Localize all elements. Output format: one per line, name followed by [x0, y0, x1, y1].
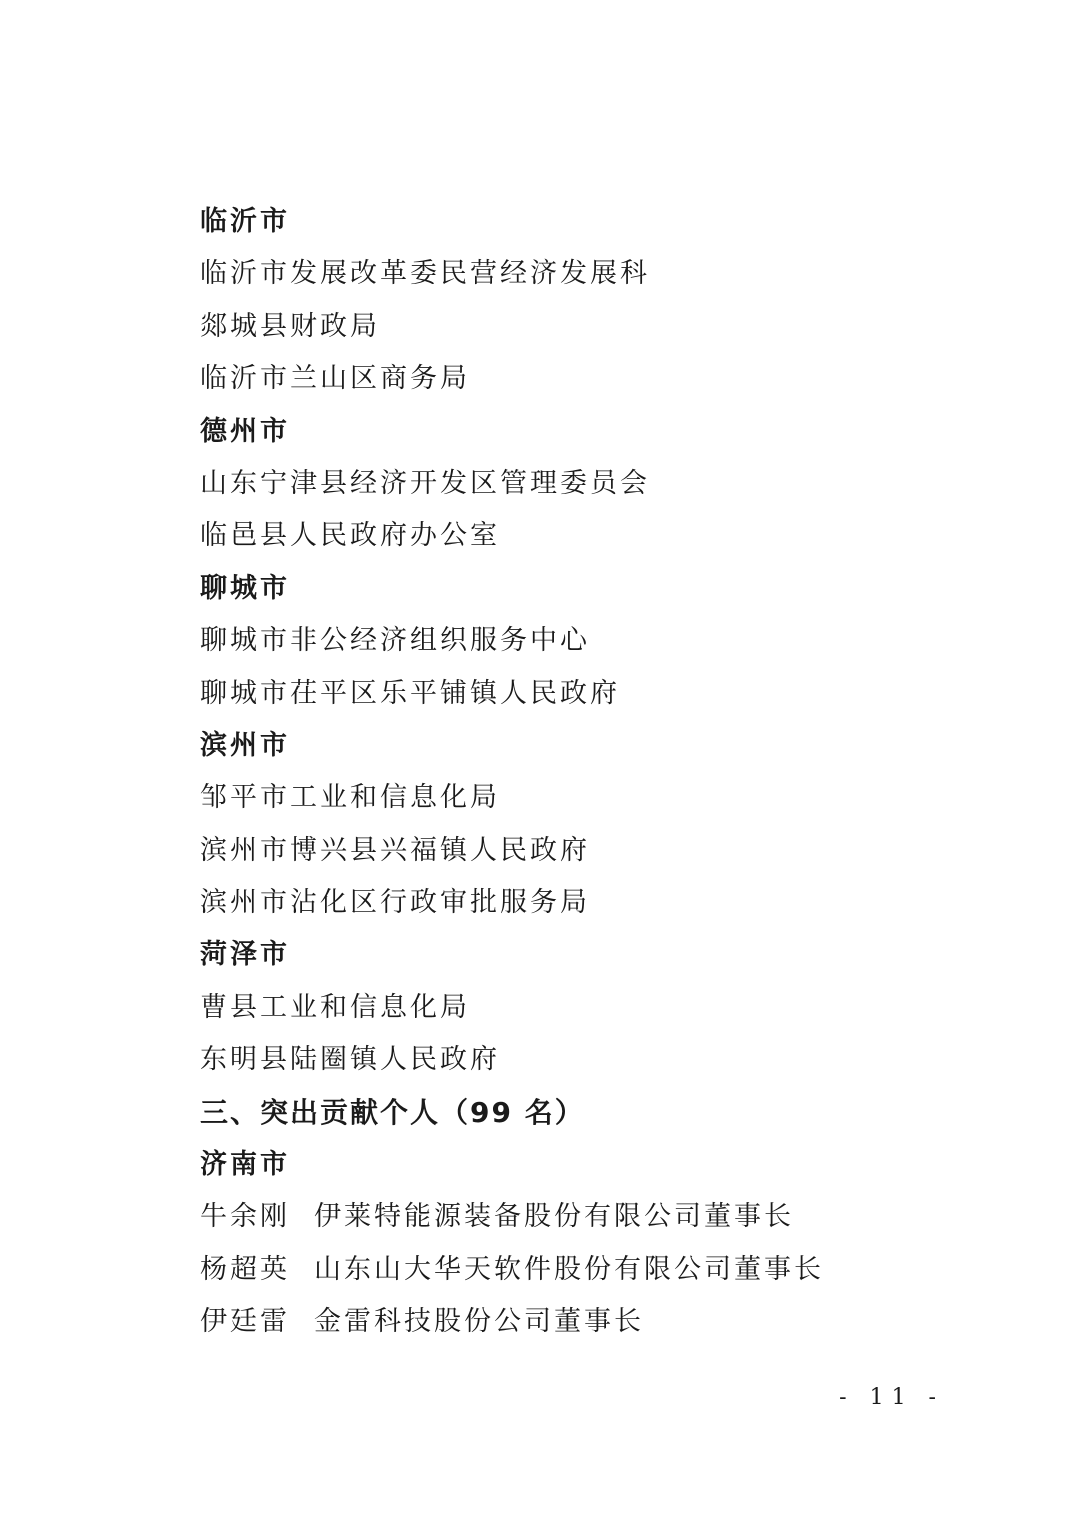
- section-heading: 三、突出贡献个人（99 名）: [200, 1095, 585, 1129]
- organization-entry: 曹县工业和信息化局: [200, 991, 470, 1023]
- person-title: 山东山大华天软件股份有限公司董事长: [314, 1253, 824, 1285]
- city-heading: 德州市: [200, 415, 290, 447]
- person-name: 杨超英: [200, 1253, 290, 1285]
- person-title: 伊莱特能源装备股份有限公司董事长: [314, 1201, 794, 1233]
- organization-entry: 滨州市博兴县兴福镇人民政府: [200, 834, 590, 866]
- organization-entry: 郯城县财政局: [200, 310, 380, 342]
- person-title: 金雷科技股份公司董事长: [314, 1306, 644, 1338]
- city-heading: 济南市: [200, 1149, 290, 1181]
- document-body: [200, 196, 960, 1349]
- organization-entry: 滨州市沾化区行政审批服务局: [200, 887, 590, 919]
- organization-entry: 东明县陆圈镇人民政府: [200, 1044, 500, 1076]
- person-entry: [200, 1191, 960, 1243]
- city-heading: 滨州市: [200, 729, 290, 761]
- city-heading: 聊城市: [200, 572, 290, 604]
- organization-entry: 临邑县人民政府办公室: [200, 520, 500, 552]
- organization-entry: 聊城市非公经济组织服务中心: [200, 625, 590, 657]
- person-name: 伊廷雷: [200, 1306, 290, 1338]
- person-name: 牛余刚: [200, 1201, 290, 1233]
- city-heading: 临沂市: [200, 206, 290, 237]
- organization-entry: 山东宁津县经济开发区管理委员会: [200, 467, 650, 499]
- organization-entry: 临沂市兰山区商务局: [200, 363, 470, 395]
- page-number: - 11 -: [839, 1385, 944, 1410]
- organization-entry: 聊城市茌平区乐平铺镇人民政府: [200, 677, 620, 709]
- organization-entry: 邹平市工业和信息化局: [200, 782, 500, 814]
- organization-entry: 临沂市发展改革委民营经济发展科: [200, 258, 650, 290]
- person-entry: [200, 1296, 960, 1348]
- person-entry: [200, 1244, 960, 1296]
- city-heading: 菏泽市: [200, 939, 290, 971]
